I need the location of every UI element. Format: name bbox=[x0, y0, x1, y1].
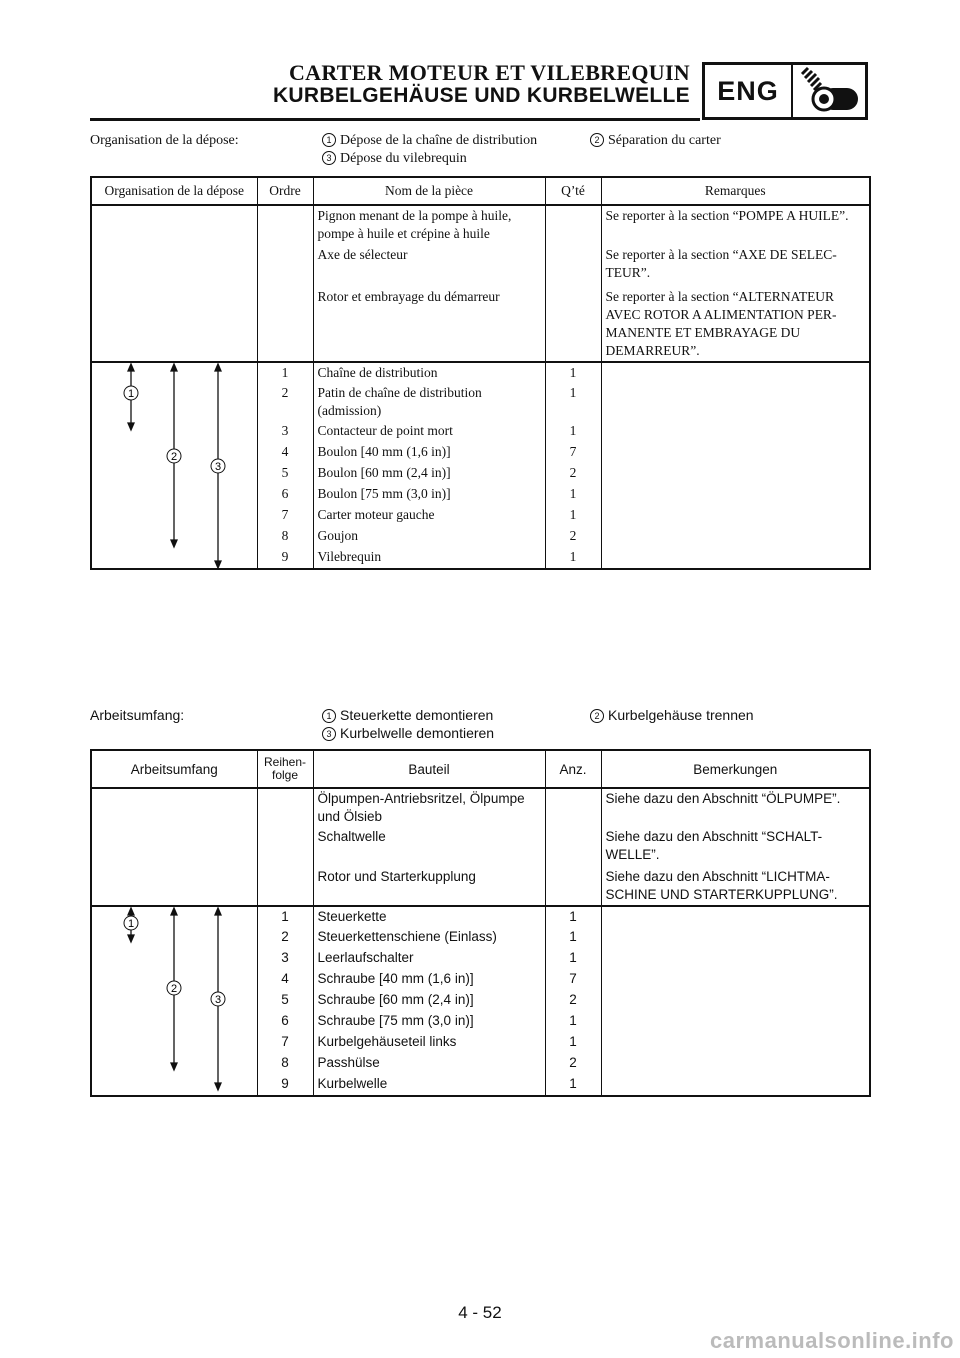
part-name: Boulon [60 mm (2,4 in)] bbox=[313, 463, 545, 484]
remark: Se reporter à la section “POMPE A HUILE”. bbox=[601, 205, 870, 245]
order: 5 bbox=[257, 990, 313, 1011]
order: 7 bbox=[257, 1032, 313, 1053]
prep-row bbox=[91, 205, 870, 245]
order: 9 bbox=[257, 547, 313, 569]
part-name: Chaîne de distribution bbox=[313, 362, 545, 383]
part-name: Boulon [75 mm (3,0 in)] bbox=[313, 484, 545, 505]
quantity: 2 bbox=[545, 463, 601, 484]
order: 8 bbox=[257, 526, 313, 547]
part-name: Boulon [40 mm (1,6 in)] bbox=[313, 442, 545, 463]
marker-1: 1 bbox=[127, 388, 135, 400]
marker-2: 2 bbox=[170, 451, 178, 463]
remark: Siehe dazu den Abschnitt “ÖLPUMPE”. bbox=[601, 788, 870, 827]
quantity: 1 bbox=[545, 927, 601, 948]
col-header: Remarques bbox=[601, 177, 870, 205]
quantity: 7 bbox=[545, 442, 601, 463]
part-name: Steuerkette bbox=[313, 906, 545, 927]
col-header: Organisation de la dépose bbox=[91, 177, 257, 205]
scope-step-2: 2 Séparation du carter bbox=[590, 132, 721, 150]
part-name: Goujon bbox=[313, 526, 545, 547]
scope-label: Organisation de la dépose: bbox=[90, 133, 239, 148]
order: 1 bbox=[257, 906, 313, 927]
quantity: 7 bbox=[545, 969, 601, 990]
quantity: 1 bbox=[545, 1011, 601, 1032]
quantity: 1 bbox=[545, 421, 601, 442]
remark bbox=[601, 362, 870, 569]
order: 7 bbox=[257, 505, 313, 526]
col-header: Anz. bbox=[545, 750, 601, 788]
marker-3: 3 bbox=[214, 461, 222, 473]
col-header: Ordre bbox=[257, 177, 313, 205]
quantity: 2 bbox=[545, 990, 601, 1011]
part-name: Ölpumpen-Antriebsritzel, Ölpumpe und Ölsieb bbox=[313, 788, 545, 827]
order: 5 bbox=[257, 463, 313, 484]
quantity: 1 bbox=[545, 505, 601, 526]
part-name: Contacteur de point mort bbox=[313, 421, 545, 442]
col-header: Bemerkungen bbox=[601, 750, 870, 788]
prep-row bbox=[91, 867, 870, 906]
section-badge-label: ENG bbox=[705, 65, 793, 117]
part-name: Kurbelgehäuseteil links bbox=[313, 1032, 545, 1053]
marker-2: 2 bbox=[170, 983, 178, 995]
marker-1: 1 bbox=[127, 918, 135, 930]
order: 1 bbox=[257, 362, 313, 383]
scope-step-1: 1 Steuerkette demontieren bbox=[322, 706, 493, 724]
part-name: Kurbelwelle bbox=[313, 1074, 545, 1096]
part-name: Carter moteur gauche bbox=[313, 505, 545, 526]
part-name: Passhülse bbox=[313, 1053, 545, 1074]
watermark: carmanualsonline.info bbox=[710, 1328, 954, 1353]
quantity: 1 bbox=[545, 1032, 601, 1053]
scope-label: Arbeitsumfang: bbox=[90, 707, 185, 723]
scope-step-3: 3 Dépose du vilebrequin bbox=[322, 150, 467, 168]
quantity: 1 bbox=[545, 906, 601, 927]
order: 3 bbox=[257, 948, 313, 969]
part-name: Schraube [60 mm (2,4 in)] bbox=[313, 990, 545, 1011]
remark: Siehe dazu den Abschnitt “LICHTMA-SCHINE UND STARTERKUPPLUNG”. bbox=[601, 867, 870, 906]
quantity: 1 bbox=[545, 547, 601, 569]
col-header: Arbeitsumfang bbox=[91, 750, 257, 788]
marker-3: 3 bbox=[214, 994, 222, 1006]
order: 2 bbox=[257, 927, 313, 948]
remark: Siehe dazu den Abschnitt “SCHALT-WELLE”. bbox=[601, 827, 870, 867]
quantity: 1 bbox=[545, 484, 601, 505]
sequence-arrows-graphic bbox=[92, 363, 258, 575]
header-rule bbox=[90, 118, 700, 121]
order: 4 bbox=[257, 442, 313, 463]
remark bbox=[601, 906, 870, 1096]
scope-step-2: 2 Kurbelgehäuse trennen bbox=[590, 706, 754, 724]
part-name: Schraube [75 mm (3,0 in)] bbox=[313, 1011, 545, 1032]
prep-row bbox=[91, 287, 870, 362]
sequence-arrows bbox=[91, 362, 257, 569]
col-header: Nom de la pièce bbox=[313, 177, 545, 205]
engine-wrench-icon bbox=[793, 65, 865, 117]
col-header: Reihen-folge bbox=[257, 750, 313, 788]
procedure-table-fr bbox=[90, 176, 871, 570]
sequence-arrows bbox=[91, 906, 257, 1096]
table-row bbox=[91, 362, 870, 383]
quantity: 1 bbox=[545, 1074, 601, 1096]
quantity: 2 bbox=[545, 1053, 601, 1074]
order: 8 bbox=[257, 1053, 313, 1074]
order: 4 bbox=[257, 969, 313, 990]
page-title-fr: CARTER MOTEUR ET VILEBREQUIN bbox=[288, 60, 690, 85]
remark: Se reporter à la section “ALTERNATEUR AVEC ROTOR A ALIMENTATION PER-MANENTE ET EMBRAYAGE DU DEMARREUR”. bbox=[601, 287, 870, 362]
prep-row bbox=[91, 788, 870, 827]
remark: Se reporter à la section “AXE DE SELEC-TEUR”. bbox=[601, 245, 870, 287]
part-name: Rotor und Starterkupplung bbox=[313, 867, 545, 906]
order: 3 bbox=[257, 421, 313, 442]
table-row bbox=[91, 906, 870, 927]
order: 6 bbox=[257, 484, 313, 505]
order: 6 bbox=[257, 1011, 313, 1032]
part-name: Schaltwelle bbox=[313, 827, 545, 867]
quantity: 1 bbox=[545, 948, 601, 969]
part-name: Leerlaufschalter bbox=[313, 948, 545, 969]
prep-row bbox=[91, 827, 870, 867]
order: 2 bbox=[257, 383, 313, 421]
part-name: Pignon menant de la pompe à huile, pompe à huile et crépine à huile bbox=[313, 205, 545, 245]
scope-step-3: 3 Kurbelwelle demontieren bbox=[322, 724, 494, 742]
prep-row bbox=[91, 245, 870, 287]
part-name: Rotor et embrayage du démarreur bbox=[313, 287, 545, 362]
part-name: Schraube [40 mm (1,6 in)] bbox=[313, 969, 545, 990]
col-header: Q’té bbox=[545, 177, 601, 205]
part-name: Patin de chaîne de distribution (admission) bbox=[313, 383, 545, 421]
col-header: Bauteil bbox=[313, 750, 545, 788]
procedure-table-de bbox=[90, 749, 871, 1097]
page-title-de: KURBELGEHÄUSE UND KURBELWELLE bbox=[272, 84, 690, 107]
quantity: 1 bbox=[545, 362, 601, 383]
part-name: Axe de sélecteur bbox=[313, 245, 545, 287]
part-name: Steuerkettenschiene (Einlass) bbox=[313, 927, 545, 948]
quantity: 2 bbox=[545, 526, 601, 547]
scope-step-1: 1 Dépose de la chaîne de distribution bbox=[322, 132, 537, 150]
part-name: Vilebrequin bbox=[313, 547, 545, 569]
page-number: 4 - 52 bbox=[458, 1303, 502, 1322]
order: 9 bbox=[257, 1074, 313, 1096]
sequence-arrows-graphic bbox=[92, 907, 258, 1099]
section-badge bbox=[702, 62, 868, 120]
page-header bbox=[240, 60, 690, 108]
quantity: 1 bbox=[545, 383, 601, 421]
